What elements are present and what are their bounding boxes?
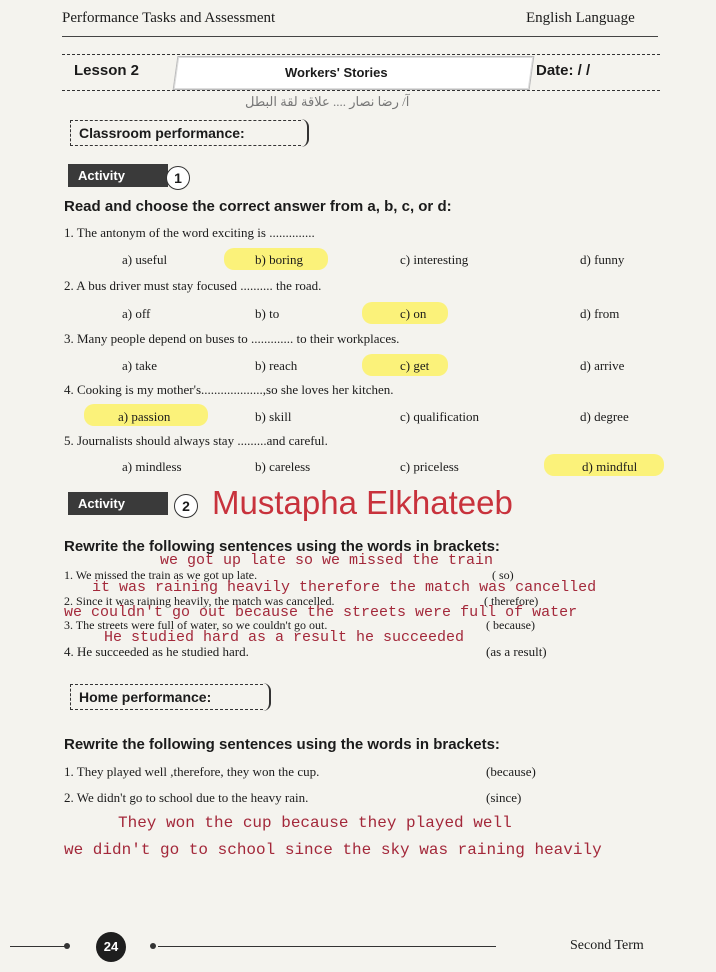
home-instruction: Rewrite the following sentences using the words in brackets: [64,736,500,753]
sentence-3: 3. The streets were full of water, so we couldn't go out. [64,618,328,632]
option: b) skill [255,409,292,424]
handwritten-answer: He studied hard as a result he succeeded [104,629,465,646]
handwritten-answer: we didn't go to school since the sky was raining heavily [64,841,602,859]
option: d) funny [580,252,625,267]
activity-2-instruction: Rewrite the following sentences using the words in brackets: [64,538,500,555]
option: d) mindful [582,459,638,474]
arabic-watermark: آ/ رضا نصار .... علاقة لقة البطل [245,94,410,109]
bracket-word: (as a result) [486,644,547,659]
home-sentence-2: 2. We didn't go to school due to the heavy rain. [64,790,309,805]
option: b) boring [255,252,304,267]
option: c) interesting [400,252,469,267]
date-field: Date: / / [536,62,591,79]
option: a) useful [122,252,168,267]
option: d) from [580,306,620,321]
bracket-word: ( therefore) [484,594,539,608]
question-2: 2. A bus driver must stay focused .......... the road. [64,278,322,293]
option: b) reach [255,358,298,373]
question-4: 4. Cooking is my mother's...................,so she loves her kitchen. [64,382,394,397]
handwritten-answer: we got up late so we missed the train [160,552,494,569]
activity-1-tag: Activity [68,164,168,187]
lesson-title: Workers' Stories [285,65,388,80]
activity-1-number: 1 [166,166,190,190]
option: c) on [400,306,427,321]
footer-dot [64,943,70,949]
term-label: Second Term [570,938,644,953]
option: a) take [122,358,158,373]
option: a) mindless [122,459,182,474]
question-5: 5. Journalists should always stay .........and careful. [64,433,328,448]
home-sentence-1: 1. They played well ,therefore, they won the cup. [64,764,320,779]
home-section-label: Home performance: [70,684,263,710]
sentence-2: 2. Since it was raining heavily, the match was cancelled. [64,594,335,608]
activity-2-tag: Activity [68,492,168,515]
classroom-section-label: Classroom performance: [70,120,301,146]
sentence-1: 1. We missed the train as we got up late. [64,568,258,582]
bracket-word: ( because) [486,618,535,632]
handwritten-answer: They won the cup because they played well [118,814,512,832]
option: c) qualification [400,409,480,424]
bracket-word: (since) [486,790,522,805]
option: a) passion [118,409,171,424]
option: d) arrive [580,358,625,373]
option: c) get [400,358,430,373]
question-1: 1. The antonym of the word exciting is .............. [64,225,315,240]
lesson-label: Lesson 2 [74,62,140,79]
page-number: 24 [96,932,126,962]
option: d) degree [580,409,629,424]
option: b) careless [255,459,311,474]
footer-dot [150,943,156,949]
option: a) off [122,306,151,321]
subject-title: English Language [526,10,635,26]
header-rule [62,36,658,37]
bracket-word: (because) [486,764,536,779]
footer-rule [158,946,496,947]
handwritten-answer: we couldn't go out because the streets were full of water [64,604,578,621]
activity-1-instruction: Read and choose the correct answer from a, b, c, or d: [64,198,452,215]
sentence-4: 4. He succeeded as he studied hard. [64,644,249,659]
footer-rule-left [10,946,68,947]
bracket-word: ( so) [492,568,514,582]
book-title: Performance Tasks and Assessment [62,10,276,26]
handwritten-answer: it was raining heavily therefore the match was cancelled [92,579,597,596]
activity-2-number: 2 [174,494,198,518]
option: b) to [255,306,280,321]
option: c) priceless [400,459,459,474]
question-3: 3. Many people depend on buses to ............. to their workplaces. [64,331,400,346]
student-name: Mustapha Elkhateeb [212,484,513,521]
